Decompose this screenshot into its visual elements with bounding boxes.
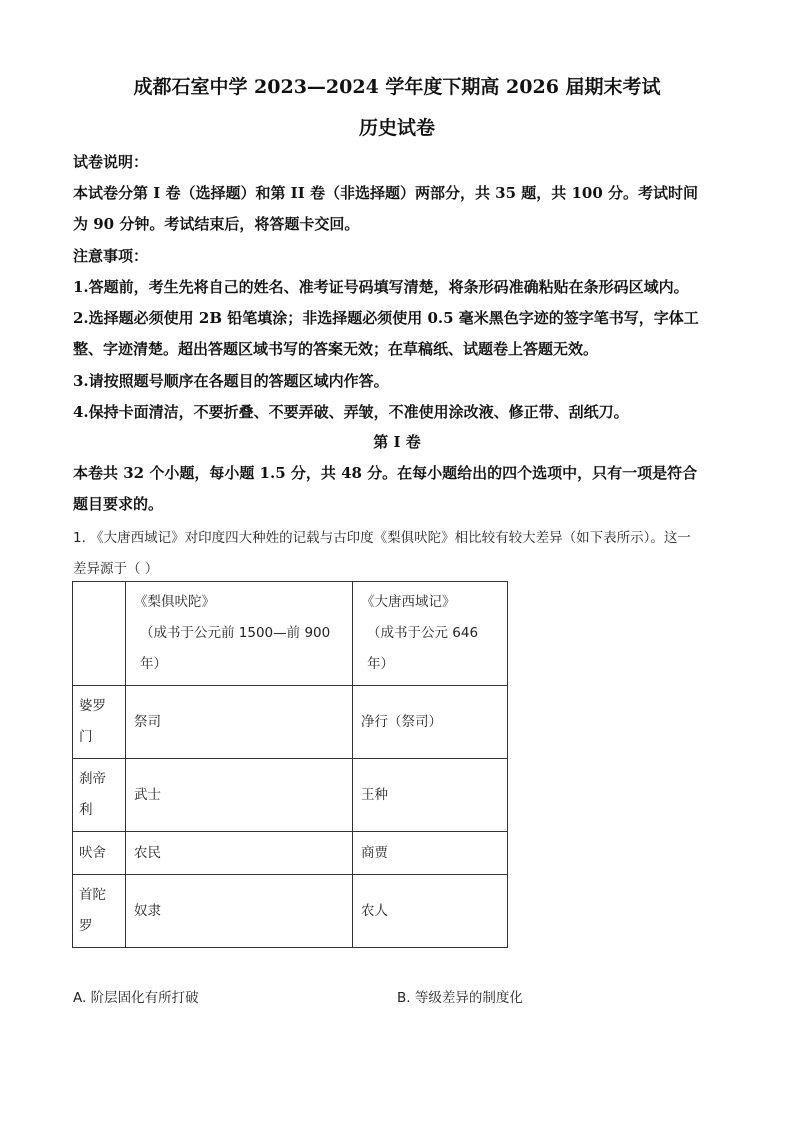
question-1-stem-2: 差异源于（ ）	[73, 561, 159, 577]
instructions-line-2: 为 90 分钟。考试结束后，将答题卡交回。	[73, 215, 360, 233]
rigveda-cell: 祭司	[126, 686, 353, 759]
datang-note-1: （成书于公元 646	[367, 625, 479, 641]
caste-cell: 首陀 罗	[73, 875, 126, 948]
table-corner-cell	[73, 582, 126, 686]
note-item-4: 4.保持卡面清洁，不要折叠、不要弄破、弄皱，不准使用涂改液、修正带、刮纸刀。	[73, 403, 629, 421]
exam-subject: 历史试卷	[358, 117, 435, 139]
table-header-datang	[353, 582, 508, 686]
section-desc-1: 本卷共 32 个小题，每小题 1.5 分，共 48 分。在每小题给出的四个选项中，只有一项是符合	[73, 464, 698, 482]
rigveda-note-1: （成书于公元前 1500—前 900	[140, 625, 331, 641]
table-row	[73, 686, 508, 759]
caste-cell: 婆罗 门	[73, 686, 126, 759]
instructions-heading: 试卷说明：	[73, 153, 149, 171]
note-item-2a: 2.选择题必须使用 2B 铅笔填涂；非选择题必须使用 0.5 毫米黑色字迹的签字笔书写，字体工	[73, 309, 699, 327]
datang-cell: 商贾	[353, 832, 508, 875]
rigveda-cell: 奴隶	[126, 875, 353, 948]
datang-note-2: 年）	[367, 656, 394, 672]
caste-cell: 吠舍	[73, 832, 126, 875]
option-a[interactable]: A. 阶层固化有所打破	[73, 990, 199, 1006]
table-row	[73, 832, 508, 875]
rigveda-title: 《梨俱吠陀》	[134, 594, 215, 610]
note-item-1: 1.答题前，考生先将自己的姓名、准考证号码填写清楚，将条形码准确粘贴在条形码区域内。	[73, 278, 689, 296]
datang-cell: 王种	[353, 759, 508, 832]
table-row	[73, 759, 508, 832]
notes-heading: 注意事项：	[73, 247, 149, 265]
note-item-3: 3.请按照题号顺序在各题目的答题区域内作答。	[73, 372, 389, 390]
section-desc-2: 题目要求的。	[73, 495, 164, 513]
table-header-row	[73, 582, 508, 686]
table-header-rigveda	[126, 582, 353, 686]
note-item-2b: 整、字迹清楚。超出答题区域书写的答案无效；在草稿纸、试题卷上答题无效。	[73, 340, 599, 358]
rigveda-cell: 农民	[126, 832, 353, 875]
option-b[interactable]: B. 等级差异的制度化	[397, 990, 523, 1006]
section-heading: 第 I 卷	[373, 433, 421, 451]
rigveda-cell: 武士	[126, 759, 353, 832]
table-row	[73, 875, 508, 948]
caste-comparison-table	[72, 581, 508, 948]
datang-cell: 净行（祭司）	[353, 686, 508, 759]
datang-title: 《大唐西域记》	[361, 594, 456, 610]
caste-cell: 刹帝 利	[73, 759, 126, 832]
datang-cell: 农人	[353, 875, 508, 948]
question-1-stem-1: 1. 《大唐西域记》对印度四大种姓的记载与古印度《梨俱吠陀》相比较有较大差异（如下表所示）。这一	[73, 530, 691, 546]
rigveda-note-2: 年）	[140, 656, 167, 672]
exam-title: 成都石室中学 2023—2024 学年度下期高 2026 届期末考试	[133, 76, 661, 98]
instructions-line-1: 本试卷分第 I 卷（选择题）和第 II 卷（非选择题）两部分，共 35 题，共 100 分。考试时间	[73, 184, 699, 202]
